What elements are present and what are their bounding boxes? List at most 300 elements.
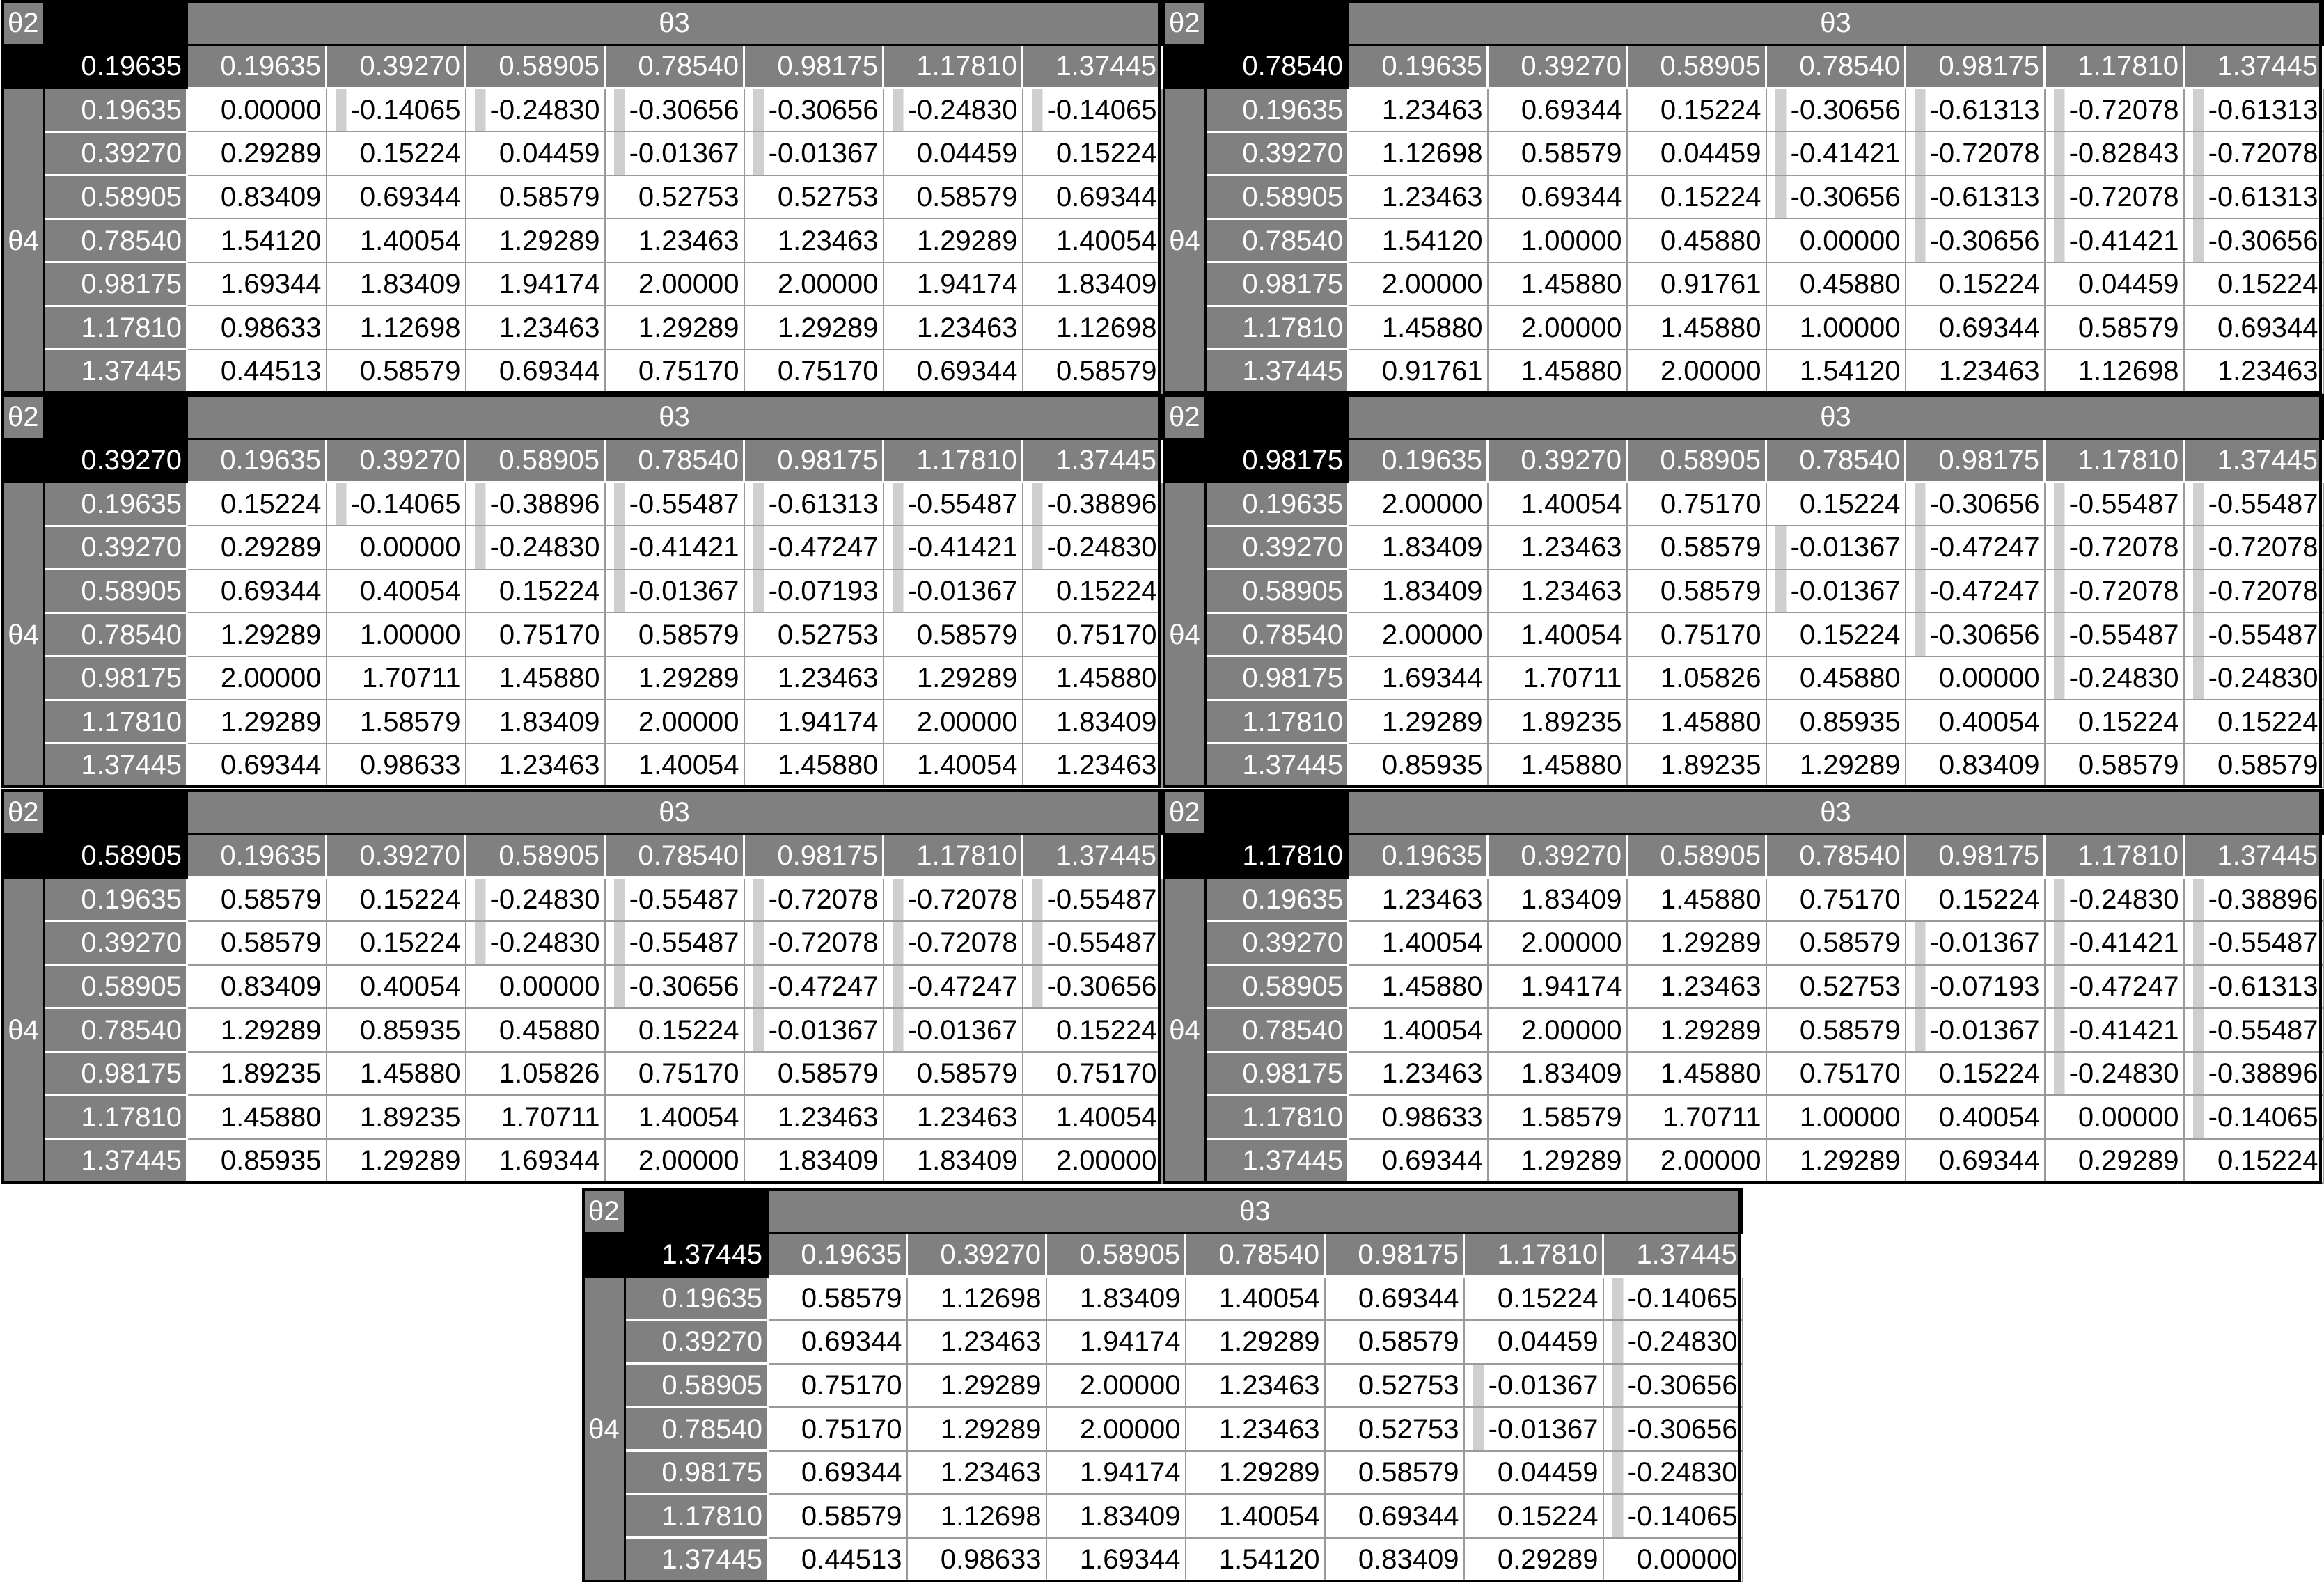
- table-row: [1164, 569, 2323, 613]
- theta2-value: 0.19635: [3, 45, 187, 88]
- value-cell: 1.00000: [1766, 306, 1906, 349]
- value-cell: -0.72078: [884, 878, 1023, 922]
- value-cell: -0.30656: [1906, 219, 2045, 262]
- value-cell: 2.00000: [1627, 349, 1766, 393]
- theta4-row-header: 0.19635: [45, 878, 187, 922]
- value-cell: 0.15224: [1023, 132, 1162, 175]
- theta2-value: 0.98175: [1164, 439, 1349, 482]
- theta4-label: θ4: [3, 88, 45, 393]
- theta4-row-header: 0.39270: [1206, 526, 1349, 569]
- value-cell: -0.38896: [2184, 878, 2323, 922]
- value-cell: 0.04459: [1627, 132, 1766, 175]
- value-cell: 0.58579: [605, 613, 744, 657]
- table-row: [583, 1538, 1743, 1582]
- value-cell: -0.55487: [884, 482, 1023, 526]
- theta4-row-header: 0.98175: [1206, 1052, 1349, 1096]
- value-cell: 0.58579: [1325, 1451, 1464, 1495]
- value-cell: 1.23463: [744, 219, 884, 262]
- value-cell: -0.72078: [744, 921, 884, 965]
- value-cell: 0.58579: [187, 921, 327, 965]
- value-cell: 0.69344: [466, 349, 605, 393]
- value-cell: 0.15224: [2184, 1139, 2323, 1183]
- theta4-row-header: 1.37445: [45, 1139, 187, 1183]
- value-cell: 0.75170: [1766, 878, 1906, 922]
- value-cell: 1.40054: [1186, 1494, 1325, 1538]
- value-cell: 1.40054: [1488, 482, 1627, 526]
- table-row: [1164, 1139, 2323, 1183]
- value-cell: 0.58579: [1766, 1008, 1906, 1052]
- value-cell: 1.40054: [605, 744, 744, 787]
- value-cell: 1.83409: [1023, 700, 1162, 744]
- value-cell: 1.45880: [1627, 306, 1766, 349]
- table-row: [1164, 349, 2323, 393]
- value-cell: 0.58579: [884, 175, 1023, 219]
- value-cell: 0.75170: [1023, 613, 1162, 657]
- theta3-column-header: 0.78540: [605, 439, 744, 482]
- value-cell: 1.23463: [884, 306, 1023, 349]
- value-cell: 0.40054: [327, 965, 466, 1009]
- value-cell: 0.52753: [744, 613, 884, 657]
- value-cell: -0.30656: [2184, 219, 2323, 262]
- theta3-column-header: 0.39270: [1488, 45, 1627, 88]
- theta2-value: 1.37445: [583, 1233, 768, 1277]
- value-cell: -0.41421: [2045, 219, 2184, 262]
- table-row: [3, 1008, 1162, 1052]
- table-row: [3, 306, 1162, 349]
- value-cell: 1.83409: [327, 262, 466, 306]
- value-cell: -0.14065: [327, 482, 466, 526]
- theta3-column-header: 1.37445: [2184, 834, 2323, 878]
- value-cell: 1.94174: [884, 262, 1023, 306]
- column-header-row: [1164, 439, 2323, 482]
- theta3-label: θ3: [1349, 791, 2323, 835]
- theta3-column-header: 0.98175: [744, 834, 884, 878]
- value-cell: -0.24830: [1023, 526, 1162, 569]
- value-cell: 1.94174: [744, 700, 884, 744]
- value-cell: 0.83409: [1906, 744, 2045, 787]
- theta4-row-header: 0.39270: [1206, 132, 1349, 175]
- table-row: [3, 1052, 1162, 1096]
- value-cell: 2.00000: [744, 262, 884, 306]
- value-cell: -0.14065: [2184, 1095, 2323, 1139]
- value-cell: 1.83409: [1349, 526, 1488, 569]
- value-cell: 1.83409: [744, 1139, 884, 1183]
- value-cell: 0.52753: [1325, 1407, 1464, 1451]
- theta3-column-header: 0.58905: [1627, 439, 1766, 482]
- value-cell: 1.00000: [327, 613, 466, 657]
- theta2-label: θ2: [1164, 1, 1206, 45]
- value-cell: 0.69344: [187, 744, 327, 787]
- theta3-column-header: 0.19635: [1349, 439, 1488, 482]
- theta4-row-header: 1.37445: [45, 744, 187, 787]
- value-cell: 1.58579: [327, 700, 466, 744]
- theta4-row-header: 1.17810: [1206, 700, 1349, 744]
- value-cell: 0.04459: [2045, 262, 2184, 306]
- value-cell: 0.15224: [187, 482, 327, 526]
- value-table: [1, 394, 1163, 788]
- value-cell: 1.40054: [1349, 1008, 1488, 1052]
- value-cell: -0.07193: [1906, 965, 2045, 1009]
- value-cell: 0.75170: [1627, 482, 1766, 526]
- value-cell: 0.69344: [1325, 1494, 1464, 1538]
- theta3-column-header: 0.98175: [1325, 1233, 1464, 1277]
- theta4-row-header: 1.17810: [45, 700, 187, 744]
- title-row: [3, 791, 1162, 835]
- theta2-label: θ2: [3, 791, 45, 835]
- theta4-label: θ4: [1164, 482, 1206, 787]
- value-cell: 1.29289: [187, 1008, 327, 1052]
- value-cell: 1.29289: [1186, 1320, 1325, 1364]
- table-row: [3, 921, 1162, 965]
- table-row: [3, 569, 1162, 613]
- theta3-label: θ3: [187, 1, 1162, 45]
- value-cell: 0.58579: [327, 349, 466, 393]
- value-cell: 0.75170: [605, 349, 744, 393]
- value-cell: -0.24830: [1603, 1451, 1743, 1495]
- theta3-column-header: 1.17810: [2045, 45, 2184, 88]
- theta4-row-header: 0.58905: [45, 569, 187, 613]
- value-cell: -0.01367: [884, 1008, 1023, 1052]
- theta4-row-header: 0.98175: [45, 657, 187, 700]
- value-cell: 1.40054: [1023, 1095, 1162, 1139]
- value-cell: -0.24830: [884, 88, 1023, 132]
- table-row: [583, 1494, 1743, 1538]
- value-cell: 0.15224: [327, 878, 466, 922]
- theta3-column-header: 1.17810: [1464, 1233, 1603, 1277]
- theta4-row-header: 0.78540: [45, 613, 187, 657]
- theta3-column-header: 0.58905: [1046, 1233, 1186, 1277]
- theta3-column-header: 0.39270: [1488, 834, 1627, 878]
- theta4-row-header: 0.19635: [45, 88, 187, 132]
- theta4-row-header: 1.37445: [1206, 349, 1349, 393]
- title-row: [3, 395, 1162, 439]
- value-cell: 0.15224: [605, 1008, 744, 1052]
- column-header-row: [1164, 45, 2323, 88]
- value-cell: 0.58579: [744, 1052, 884, 1096]
- blank-cell: [1206, 395, 1349, 439]
- value-cell: 1.29289: [907, 1364, 1046, 1408]
- theta3-column-header: 1.17810: [2045, 834, 2184, 878]
- value-cell: 1.83409: [1349, 569, 1488, 613]
- value-cell: 2.00000: [605, 1139, 744, 1183]
- theta4-row-header: 1.37445: [625, 1538, 768, 1582]
- theta4-row-header: 0.78540: [625, 1407, 768, 1451]
- value-cell: 1.29289: [466, 219, 605, 262]
- value-cell: -0.30656: [1906, 613, 2045, 657]
- value-cell: 1.23463: [1349, 88, 1488, 132]
- value-cell: 1.23463: [466, 744, 605, 787]
- value-cell: 1.45880: [466, 657, 605, 700]
- theta3-column-header: 1.37445: [1603, 1233, 1743, 1277]
- value-table: [582, 1188, 1743, 1582]
- theta3-column-header: 1.37445: [1023, 439, 1162, 482]
- value-cell: -0.30656: [1906, 482, 2045, 526]
- value-cell: 1.45880: [1349, 306, 1488, 349]
- value-cell: 0.45880: [1766, 657, 1906, 700]
- value-cell: 0.91761: [1627, 262, 1766, 306]
- theta2-value: 0.39270: [3, 439, 187, 482]
- theta3-column-header: 1.37445: [1023, 45, 1162, 88]
- theta3-column-header: 0.78540: [1766, 439, 1906, 482]
- value-cell: 1.54120: [1186, 1538, 1325, 1582]
- value-cell: -0.01367: [605, 132, 744, 175]
- value-cell: 0.15224: [327, 132, 466, 175]
- theta4-row-header: 1.17810: [45, 306, 187, 349]
- theta2-table-0: [1, 0, 1161, 394]
- value-cell: 1.45880: [187, 1095, 327, 1139]
- theta3-column-header: 0.58905: [1627, 834, 1766, 878]
- theta4-row-header: 0.39270: [45, 132, 187, 175]
- theta4-row-header: 1.17810: [625, 1494, 768, 1538]
- value-cell: 1.83409: [884, 1139, 1023, 1183]
- theta3-column-header: 0.58905: [1627, 45, 1766, 88]
- theta4-row-header: 0.39270: [1206, 921, 1349, 965]
- table-row: [3, 1139, 1162, 1183]
- theta4-label: θ4: [583, 1277, 625, 1582]
- value-cell: 0.69344: [1023, 175, 1162, 219]
- value-cell: 1.12698: [2045, 349, 2184, 393]
- value-cell: 0.58579: [768, 1277, 907, 1321]
- table-row: [1164, 1095, 2323, 1139]
- value-cell: -0.47247: [744, 526, 884, 569]
- value-cell: 0.85935: [1766, 700, 1906, 744]
- theta4-row-header: 1.37445: [45, 349, 187, 393]
- title-row: [583, 1190, 1743, 1234]
- value-cell: 0.75170: [1023, 1052, 1162, 1096]
- value-cell: -0.30656: [605, 965, 744, 1009]
- table-row: [3, 700, 1162, 744]
- table-row: [1164, 482, 2323, 526]
- value-cell: -0.41421: [2045, 921, 2184, 965]
- table-row: [1164, 657, 2323, 700]
- value-cell: 0.58579: [466, 175, 605, 219]
- value-cell: 1.40054: [605, 1095, 744, 1139]
- value-cell: 1.29289: [884, 219, 1023, 262]
- theta4-row-header: 0.58905: [1206, 965, 1349, 1009]
- value-cell: -0.72078: [744, 878, 884, 922]
- value-cell: 1.69344: [1349, 657, 1488, 700]
- value-cell: -0.72078: [2184, 569, 2323, 613]
- theta3-column-header: 0.19635: [187, 834, 327, 878]
- value-cell: 1.29289: [1627, 1008, 1766, 1052]
- value-cell: -0.01367: [1464, 1407, 1603, 1451]
- value-cell: -0.30656: [1766, 175, 1906, 219]
- theta4-label: θ4: [3, 482, 45, 787]
- theta3-column-header: 0.19635: [187, 439, 327, 482]
- theta4-row-header: 0.58905: [1206, 175, 1349, 219]
- value-cell: -0.55487: [2045, 482, 2184, 526]
- theta3-column-header: 1.37445: [2184, 439, 2323, 482]
- blank-cell: [45, 791, 187, 835]
- value-cell: 1.83409: [466, 700, 605, 744]
- table-row: [3, 262, 1162, 306]
- value-cell: 0.69344: [1488, 88, 1627, 132]
- value-cell: 0.15224: [1023, 1008, 1162, 1052]
- value-cell: 1.89235: [1627, 744, 1766, 787]
- value-table: [1, 789, 1163, 1184]
- theta3-column-header: 1.17810: [884, 439, 1023, 482]
- value-cell: 1.29289: [605, 306, 744, 349]
- value-cell: -0.55487: [605, 482, 744, 526]
- value-cell: 0.04459: [1464, 1451, 1603, 1495]
- theta3-column-header: 1.17810: [2045, 439, 2184, 482]
- value-cell: -0.41421: [605, 526, 744, 569]
- theta3-column-header: 0.19635: [1349, 45, 1488, 88]
- theta3-column-header: 0.98175: [1906, 834, 2045, 878]
- value-cell: -0.47247: [2045, 965, 2184, 1009]
- value-cell: -0.55487: [2184, 613, 2323, 657]
- value-cell: 0.83409: [187, 965, 327, 1009]
- value-cell: -0.41421: [1766, 132, 1906, 175]
- value-cell: 1.69344: [187, 262, 327, 306]
- value-cell: -0.55487: [605, 878, 744, 922]
- value-cell: 1.58579: [1488, 1095, 1627, 1139]
- value-cell: 2.00000: [1349, 262, 1488, 306]
- value-cell: 0.04459: [884, 132, 1023, 175]
- theta4-row-header: 0.78540: [45, 1008, 187, 1052]
- theta4-row-header: 0.19635: [625, 1277, 768, 1321]
- value-cell: 0.91761: [1349, 349, 1488, 393]
- value-cell: 0.40054: [1906, 1095, 2045, 1139]
- value-cell: 2.00000: [605, 262, 744, 306]
- theta4-label: θ4: [1164, 88, 1206, 393]
- theta3-column-header: 0.19635: [1349, 834, 1488, 878]
- table-row: [583, 1407, 1743, 1451]
- theta4-row-header: 0.78540: [45, 219, 187, 262]
- value-cell: -0.01367: [744, 132, 884, 175]
- theta3-label: θ3: [187, 791, 1162, 835]
- value-cell: 1.54120: [1349, 219, 1488, 262]
- value-cell: 2.00000: [884, 700, 1023, 744]
- value-cell: 2.00000: [1488, 921, 1627, 965]
- value-cell: -0.72078: [2184, 132, 2323, 175]
- value-cell: 1.12698: [907, 1494, 1046, 1538]
- theta3-column-header: 0.58905: [466, 439, 605, 482]
- theta3-column-header: 1.37445: [2184, 45, 2323, 88]
- table-row: [3, 878, 1162, 922]
- theta3-column-header: 1.37445: [1023, 834, 1162, 878]
- value-cell: 1.89235: [327, 1095, 466, 1139]
- value-cell: 1.23463: [744, 1095, 884, 1139]
- theta4-row-header: 1.37445: [1206, 1139, 1349, 1183]
- table-row: [583, 1277, 1743, 1321]
- theta4-row-header: 0.19635: [1206, 482, 1349, 526]
- value-cell: 1.45880: [1488, 262, 1627, 306]
- value-cell: 0.52753: [1325, 1364, 1464, 1408]
- theta3-column-header: 0.39270: [327, 45, 466, 88]
- value-cell: -0.72078: [2045, 175, 2184, 219]
- table-row: [1164, 613, 2323, 657]
- value-cell: -0.47247: [744, 965, 884, 1009]
- value-cell: -0.55487: [2045, 613, 2184, 657]
- value-cell: 0.75170: [1627, 613, 1766, 657]
- value-cell: 1.29289: [1627, 921, 1766, 965]
- column-header-row: [3, 834, 1162, 878]
- value-cell: 0.75170: [605, 1052, 744, 1096]
- theta4-label: θ4: [3, 878, 45, 1183]
- theta2-value: 0.78540: [1164, 45, 1349, 88]
- theta2-value: 1.17810: [1164, 834, 1349, 878]
- theta4-row-header: 0.98175: [45, 1052, 187, 1096]
- value-cell: 0.29289: [1464, 1538, 1603, 1582]
- value-cell: 0.83409: [1325, 1538, 1464, 1582]
- theta3-label: θ3: [1349, 395, 2323, 439]
- value-cell: 0.69344: [187, 569, 327, 613]
- value-cell: -0.24830: [466, 88, 605, 132]
- value-cell: 1.69344: [466, 1139, 605, 1183]
- value-cell: 0.58579: [2045, 744, 2184, 787]
- table-row: [3, 526, 1162, 569]
- value-cell: -0.55487: [2184, 921, 2323, 965]
- value-cell: 0.58579: [1627, 526, 1766, 569]
- table-row: [3, 965, 1162, 1009]
- table-row: [3, 88, 1162, 132]
- value-cell: 0.69344: [1906, 306, 2045, 349]
- value-cell: 1.00000: [1488, 219, 1627, 262]
- value-cell: -0.30656: [1023, 965, 1162, 1009]
- value-cell: 1.89235: [187, 1052, 327, 1096]
- theta3-column-header: 1.17810: [884, 834, 1023, 878]
- value-cell: -0.30656: [1603, 1364, 1743, 1408]
- value-cell: 1.23463: [884, 1095, 1023, 1139]
- table-row: [1164, 306, 2323, 349]
- theta4-row-header: 0.39270: [45, 526, 187, 569]
- value-cell: 0.45880: [1766, 262, 1906, 306]
- title-row: [1164, 1, 2323, 45]
- value-cell: 1.29289: [744, 306, 884, 349]
- blank-cell: [45, 1, 187, 45]
- theta2-table-4: [1, 789, 1161, 1184]
- blank-cell: [1206, 791, 1349, 835]
- theta3-column-header: 0.98175: [1906, 45, 2045, 88]
- blank-cell: [45, 395, 187, 439]
- theta3-column-header: 1.17810: [884, 45, 1023, 88]
- value-cell: 0.58579: [884, 613, 1023, 657]
- value-cell: -0.24830: [466, 921, 605, 965]
- value-cell: 0.58579: [2045, 306, 2184, 349]
- table-row: [1164, 175, 2323, 219]
- value-cell: 1.23463: [1349, 1052, 1488, 1096]
- value-cell: 2.00000: [1046, 1407, 1186, 1451]
- theta4-row-header: 0.78540: [1206, 613, 1349, 657]
- theta4-row-header: 0.98175: [625, 1451, 768, 1495]
- value-cell: 0.40054: [327, 569, 466, 613]
- value-cell: 0.58579: [2184, 744, 2323, 787]
- table-row: [1164, 878, 2323, 922]
- theta4-row-header: 0.58905: [45, 175, 187, 219]
- value-cell: 0.75170: [768, 1407, 907, 1451]
- value-cell: -0.24830: [2045, 1052, 2184, 1096]
- theta3-column-header: 0.19635: [768, 1233, 907, 1277]
- value-cell: -0.55487: [1023, 878, 1162, 922]
- value-table: [1163, 0, 2324, 394]
- table-row: [3, 219, 1162, 262]
- table-row: [3, 175, 1162, 219]
- value-cell: 0.15224: [1906, 1052, 2045, 1096]
- theta3-column-header: 0.39270: [907, 1233, 1046, 1277]
- value-cell: 0.58579: [1488, 132, 1627, 175]
- value-cell: -0.61313: [2184, 965, 2323, 1009]
- value-cell: -0.07193: [744, 569, 884, 613]
- value-cell: 1.69344: [1046, 1538, 1186, 1582]
- value-cell: 1.23463: [466, 306, 605, 349]
- value-cell: 1.54120: [187, 219, 327, 262]
- value-cell: 0.44513: [187, 349, 327, 393]
- value-cell: -0.01367: [1906, 921, 2045, 965]
- table-row: [3, 657, 1162, 700]
- value-cell: 0.69344: [1488, 175, 1627, 219]
- theta4-row-header: 1.17810: [1206, 1095, 1349, 1139]
